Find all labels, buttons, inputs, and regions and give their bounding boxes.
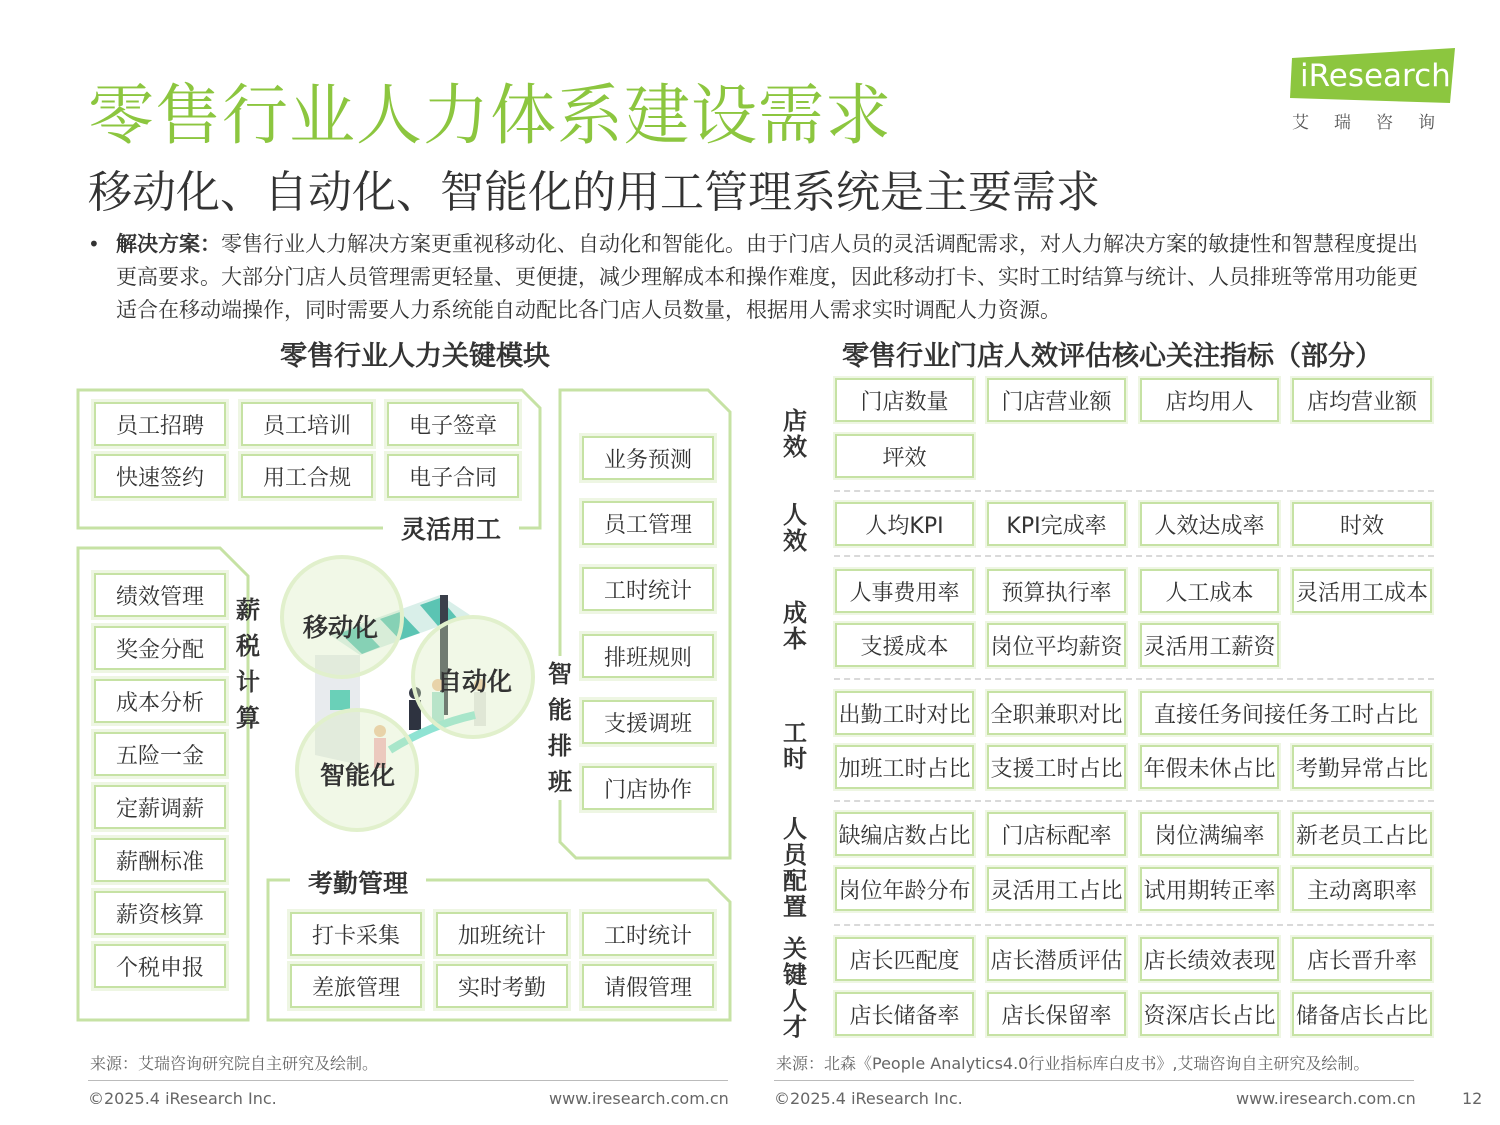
page-number: 12 xyxy=(1462,1089,1483,1108)
module-item: 请假管理 xyxy=(582,964,714,1008)
module-item: 实时考勤 xyxy=(436,964,568,1008)
module-item: 电子合同 xyxy=(387,454,519,498)
website-right: www.iresearch.com.cn xyxy=(1236,1089,1416,1108)
group-label-salary: 薪 税 计 算 xyxy=(236,596,260,732)
group-separator xyxy=(834,800,1434,802)
website-left: www.iresearch.com.cn xyxy=(549,1089,729,1108)
indicator-item: 年假未休占比 xyxy=(1140,745,1279,789)
left-section-title: 零售行业人力关键模块 xyxy=(280,341,550,372)
circle-label: 智能化 xyxy=(320,761,396,790)
intro-paragraph xyxy=(116,228,1436,327)
indicator-item: 店均用人 xyxy=(1140,378,1279,422)
module-item: 门店协作 xyxy=(582,766,714,810)
indicator-group-label: 关键人才 xyxy=(783,935,807,1041)
indicator-item: 门店标配率 xyxy=(987,812,1126,856)
indicator-group-label: 人员配置 xyxy=(783,815,807,921)
logo-text: iResearch xyxy=(1300,58,1451,94)
indicator-item: 直接任务间接任务工时占比 xyxy=(1140,691,1432,735)
indicator-item: 灵活用工占比 xyxy=(987,867,1126,911)
group-separator xyxy=(834,678,1434,680)
bullet-icon: • xyxy=(88,232,100,256)
module-item: 电子签章 xyxy=(387,402,519,446)
module-item: 员工管理 xyxy=(582,501,714,545)
group-label-attendance: 考勤管理 xyxy=(290,864,426,900)
indicator-item: 岗位满编率 xyxy=(1140,812,1279,856)
module-item: 支援调班 xyxy=(582,700,714,744)
indicator-item: 考勤异常占比 xyxy=(1292,745,1432,789)
store-sign-icon xyxy=(330,690,350,710)
circle-label: 移动化 xyxy=(303,613,379,642)
indicator-group-label: 店效 xyxy=(783,407,807,461)
indicator-item: 人均KPI xyxy=(835,502,974,546)
indicator-item: 支援工时占比 xyxy=(987,745,1126,789)
footer-divider xyxy=(88,1080,728,1081)
indicator-item: 支援成本 xyxy=(835,623,974,667)
module-item: 薪酬标准 xyxy=(94,838,226,882)
indicator-item: 坪效 xyxy=(835,434,974,478)
group-separator xyxy=(834,924,1434,926)
indicator-item: KPI完成率 xyxy=(987,502,1126,546)
indicator-item: 储备店长占比 xyxy=(1292,992,1432,1036)
module-item: 员工培训 xyxy=(241,402,373,446)
module-item: 用工合规 xyxy=(241,454,373,498)
module-item: 工时统计 xyxy=(582,567,714,611)
source-note-left: 来源：艾瑞咨询研究院自主研究及绘制。 xyxy=(90,1054,379,1073)
logo-cn-text: 艾瑞咨询 xyxy=(1292,113,1460,133)
copyright-left: ©2025.4 iResearch Inc. xyxy=(88,1089,277,1108)
indicator-item: 出勤工时对比 xyxy=(835,691,974,735)
module-item: 个税申报 xyxy=(94,944,226,988)
group-label-flex: 灵活用工 xyxy=(383,510,519,546)
module-item: 快速签约 xyxy=(94,454,226,498)
group-separator xyxy=(834,555,1434,557)
indicator-item: 店长保留率 xyxy=(987,992,1126,1036)
module-item: 奖金分配 xyxy=(94,626,226,670)
indicator-item: 人效达成率 xyxy=(1140,502,1279,546)
source-note-right: 来源：北森《People Analytics4.0行业指标库白皮书》,艾瑞咨询自主研究及绘制。 xyxy=(776,1054,1370,1073)
indicator-item: 试用期转正率 xyxy=(1140,867,1279,911)
indicator-item: 新老员工占比 xyxy=(1292,812,1432,856)
indicator-group-label: 人效 xyxy=(783,501,807,555)
indicator-item: 店长储备率 xyxy=(835,992,974,1036)
indicator-item: 店均营业额 xyxy=(1292,378,1432,422)
indicator-item: 灵活用工薪资 xyxy=(1140,623,1279,667)
indicator-item: 主动离职率 xyxy=(1292,867,1432,911)
circle-label: 自动化 xyxy=(437,667,513,696)
indicator-item: 预算执行率 xyxy=(987,569,1126,613)
module-item: 排班规则 xyxy=(582,634,714,678)
indicator-item: 店长潜质评估 xyxy=(987,937,1126,981)
module-item: 业务预测 xyxy=(582,436,714,480)
indicator-item: 灵活用工成本 xyxy=(1292,569,1432,613)
group-separator xyxy=(834,490,1434,492)
intro-text: 零售行业人力解决方案更重视移动化、自动化和智能化。由于门店人员的灵活调配需求，对人力解决方案的敏捷性和智慧程度提出更高要求。大部分门店人员管理需更轻量、更便捷，减少理解成本和操作难度，因此移动打卡、实时工时结算与统计、人员排班等常用功能更适合在移动端操作，同时需要人力系统能自动配比各门店人员数量，根据用人需求实时调配人力资源。 xyxy=(116,232,1418,322)
indicator-item: 岗位年龄分布 xyxy=(835,867,974,911)
module-item: 五险一金 xyxy=(94,732,226,776)
module-item: 薪资核算 xyxy=(94,891,226,935)
page-subtitle: 移动化、自动化、智能化的用工管理系统是主要需求 xyxy=(88,167,1100,218)
indicator-item: 店长晋升率 xyxy=(1292,937,1432,981)
module-item: 打卡采集 xyxy=(290,912,422,956)
indicator-item: 门店营业额 xyxy=(987,378,1126,422)
indicator-item: 人事费用率 xyxy=(835,569,974,613)
indicator-item: 缺编店数占比 xyxy=(835,812,974,856)
indicator-item: 岗位平均薪资 xyxy=(987,623,1126,667)
indicator-group-label: 成本 xyxy=(783,599,807,653)
intro-label: 解决方案： xyxy=(116,232,221,256)
module-item: 员工招聘 xyxy=(94,402,226,446)
indicator-item: 店长绩效表现 xyxy=(1140,937,1279,981)
indicator-item: 加班工时占比 xyxy=(835,745,974,789)
page-title: 零售行业人力体系建设需求 xyxy=(88,77,892,154)
indicator-group-label: 工时 xyxy=(783,719,807,773)
indicator-item: 店长匹配度 xyxy=(835,937,974,981)
right-section-title: 零售行业门店人效评估核心关注指标（部分） xyxy=(842,341,1382,372)
module-item: 工时统计 xyxy=(582,912,714,956)
copyright-right: ©2025.4 iResearch Inc. xyxy=(774,1089,963,1108)
indicator-item: 资深店长占比 xyxy=(1140,992,1279,1036)
indicator-item: 时效 xyxy=(1292,502,1432,546)
indicator-item: 人工成本 xyxy=(1140,569,1279,613)
module-item: 差旅管理 xyxy=(290,964,422,1008)
module-item: 加班统计 xyxy=(436,912,568,956)
indicator-item: 全职兼职对比 xyxy=(987,691,1126,735)
module-item: 成本分析 xyxy=(94,679,226,723)
module-item: 绩效管理 xyxy=(94,573,226,617)
group-label-smart: 智 能 排 班 xyxy=(545,656,575,800)
footer-divider xyxy=(774,1080,1414,1081)
indicator-item: 门店数量 xyxy=(835,378,974,422)
module-item: 定薪调薪 xyxy=(94,785,226,829)
